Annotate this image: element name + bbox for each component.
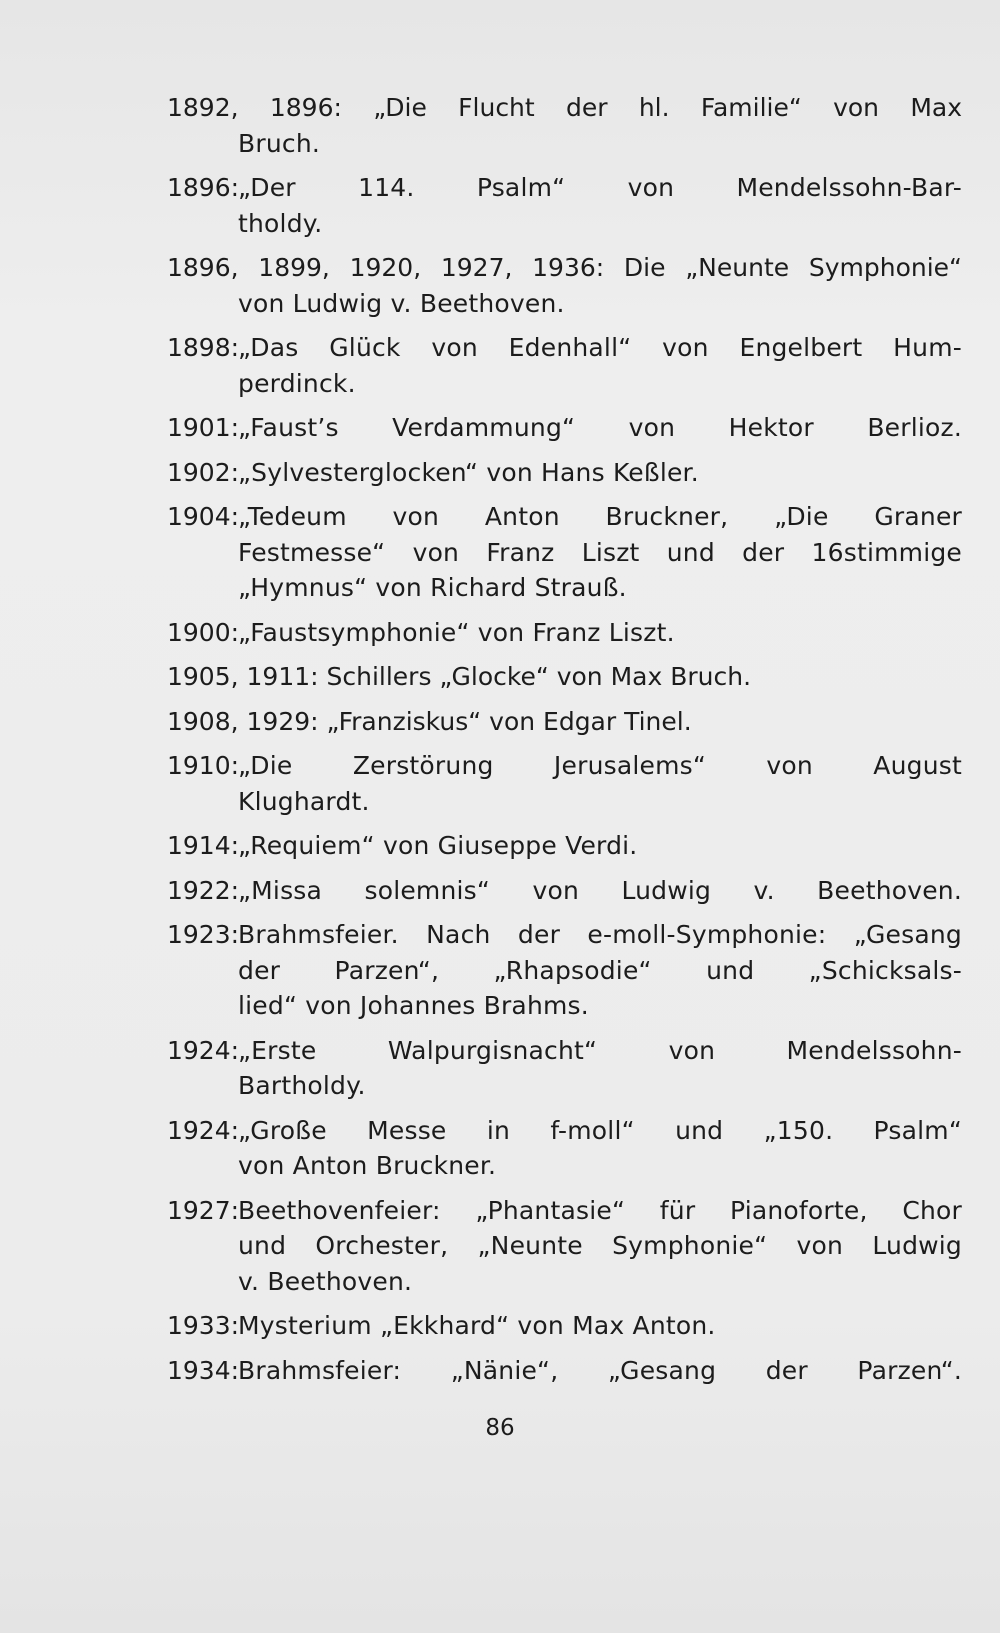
entry-line: „Requiem“ von Giuseppe Verdi. — [238, 831, 638, 860]
entry-year: 1910: — [167, 751, 240, 780]
performance-entry — [167, 455, 962, 491]
entry-line: v. Beethoven. — [238, 1266, 413, 1296]
entry-line: Bruch. — [238, 128, 321, 158]
entry-year: 1933: — [167, 1311, 240, 1340]
performance-entry — [167, 250, 962, 321]
page-number: 86 — [485, 1415, 515, 1441]
performance-entry — [167, 873, 962, 909]
performance-list — [167, 90, 962, 1397]
entry-year: 1924: — [167, 1035, 240, 1065]
entry-line: 1905, 1911: Schillers „Glocke“ von Max Bruch. — [167, 662, 752, 691]
entry-line: lied“ von Johannes Brahms. — [238, 991, 589, 1020]
performance-entry — [167, 170, 962, 241]
performance-entry — [167, 704, 962, 740]
entry-line: Festmesse“ von Franz Liszt und der 16stimmige — [238, 537, 962, 567]
performance-entry — [167, 917, 962, 1024]
entry-year: 1902: — [167, 457, 240, 487]
entry-year: 1898: — [167, 333, 240, 362]
entry-line: der Parzen“, „Rhapsodie“ und „Schicksals- — [238, 955, 962, 985]
entry-year: 1923: — [167, 920, 240, 949]
entry-line: „Tedeum von Anton Bruckner, „Die Graner — [238, 502, 962, 531]
entry-line: „Faust’s Verdammung“ von Hektor Berlioz. — [238, 413, 962, 442]
performance-entry — [167, 659, 962, 695]
entry-line: „Hymnus“ von Richard Strauß. — [238, 573, 627, 602]
performance-entry — [167, 1308, 962, 1344]
performance-entry — [167, 1193, 962, 1300]
entry-year: 1914: — [167, 831, 240, 860]
entry-line: 1896, 1899, 1920, 1927, 1936: Die „Neunte Symphonie“ — [167, 253, 962, 282]
entry-line: „Das Glück von Edenhall“ von Engelbert Hum- — [238, 333, 962, 362]
performance-entry — [167, 748, 962, 819]
entry-year: 1922: — [167, 875, 240, 905]
entry-line: und Orchester, „Neunte Symphonie“ von Ludwig — [238, 1231, 962, 1260]
entry-year: 1924: — [167, 1115, 240, 1145]
entry-year: 1896: — [167, 173, 240, 202]
performance-entry — [167, 499, 962, 606]
performance-entry — [167, 828, 962, 864]
entry-line: „Große Messe in f-moll“ und „150. Psalm“ — [238, 1115, 962, 1145]
performance-entry — [167, 1033, 962, 1104]
entry-year: 1901: — [167, 413, 240, 442]
entry-line: Bartholdy. — [238, 1071, 366, 1100]
entry-line: Mysterium „Ekkhard“ von Max Anton. — [238, 1311, 716, 1340]
performance-entry — [167, 1113, 962, 1184]
entry-line: Beethovenfeier: „Phantasie“ für Pianoforte, Chor — [238, 1195, 962, 1225]
entry-line: „Der 114. Psalm“ von Mendelssohn-Bar- — [238, 173, 962, 202]
entry-line: 1908, 1929: „Franziskus“ von Edgar Tinel. — [167, 706, 692, 736]
entry-line: 1892, 1896: „Die Flucht der hl. Familie“ von Max — [167, 93, 962, 122]
performance-entry — [167, 330, 962, 401]
entry-line: „Missa solemnis“ von Ludwig v. Beethoven. — [238, 875, 962, 905]
performance-entry — [167, 615, 962, 651]
entry-line: „Erste Walpurgisnacht“ von Mendelssohn- — [238, 1035, 962, 1065]
entry-line: perdinck. — [238, 368, 356, 398]
entry-line: „Sylvesterglocken“ von Hans Keßler. — [238, 457, 699, 487]
performance-entry — [167, 90, 962, 161]
entry-line: Brahmsfeier. Nach der e-moll-Symphonie: „Gesang — [238, 920, 962, 949]
performance-entry — [167, 410, 962, 446]
entry-line: Brahmsfeier: „Nänie“, „Gesang der Parzen“. — [238, 1355, 962, 1385]
entry-year: 1934: — [167, 1355, 240, 1385]
entry-line: „Faustsymphonie“ von Franz Liszt. — [238, 617, 675, 647]
entry-line: von Anton Bruckner. — [238, 1151, 497, 1180]
entry-year: 1900: — [167, 617, 240, 647]
entry-line: von Ludwig v. Beethoven. — [238, 288, 565, 318]
entry-line: tholdy. — [238, 208, 323, 238]
entry-year: 1904: — [167, 502, 240, 531]
performance-entry — [167, 1353, 962, 1389]
entry-line: „Die Zerstörung Jerusalems“ von August — [238, 751, 962, 780]
entry-line: Klughardt. — [238, 786, 370, 816]
entry-year: 1927: — [167, 1195, 240, 1225]
